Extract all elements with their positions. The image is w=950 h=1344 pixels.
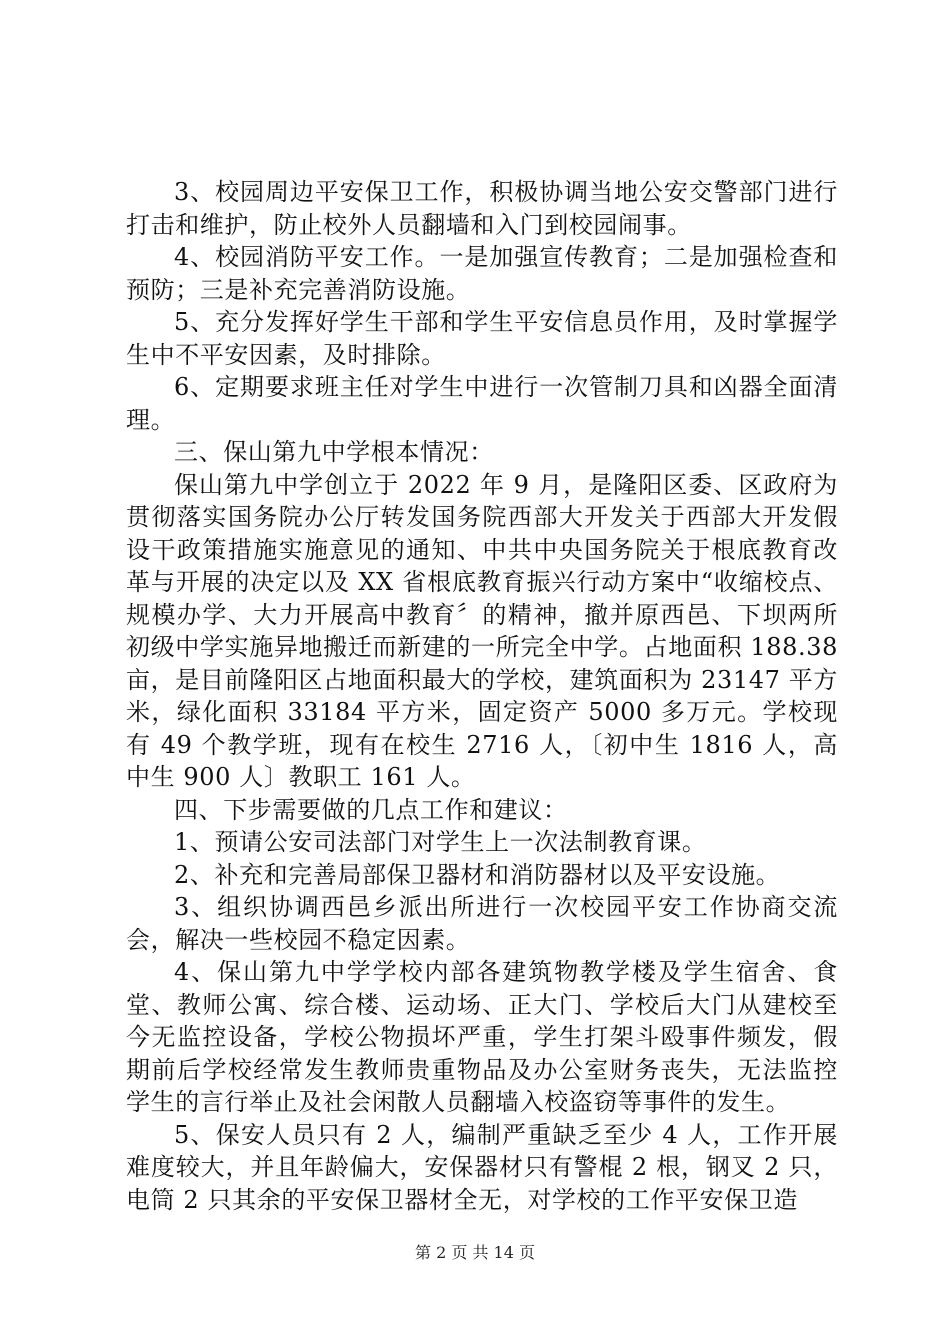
paragraph-student-cadres: 5、充分发挥好学生干部和学生平安信息员作用，及时掌握学生中不平安因素，及时排除。 bbox=[126, 308, 838, 369]
page-number-footer: 第 2 页 共 14 页 bbox=[415, 1243, 535, 1262]
document-body bbox=[126, 176, 838, 1216]
paragraph-school-overview: 保山第九中学创立于 2022 年 9 月，是隆阳区委、区政府为贯彻落实国务院办公厅转发国务院西部大开发关于西部大开发假设干政策措施实施意见的通知、中共中央国务院关于根底教育改革与开展的决定以及 XX 省根底教育振兴行动方案中“收缩校点、规模办学、大力开展高中教育〞的精神，撤并原西邑、下坝两所初级中学实施异地搬迁而新建的一所完全中学。占地面积 188.38 亩，是目前隆阳区占地面积最大的学校，建筑面积为 23147 平方米，绿化面积 33184 平方米，固定资产 5000 多万元。学校现有 49 个教学班，现有在校生 2716 人，〔初中生 1816 人，高中生 900 人〕教职工 161 人。 bbox=[126, 470, 838, 791]
section-heading-school-overview: 三、保山第九中学根本情况： bbox=[174, 438, 494, 466]
paragraph-fire-safety: 4、校园消防平安工作。一是加强宣传教育；二是加强检查和预防；三是补充完善消防设施。 bbox=[126, 243, 838, 304]
paragraph-legal-education: 1、预请公安司法部门对学生上一次法制教育课。 bbox=[174, 828, 707, 856]
paragraph-police-coordination: 3、组织协调西邑乡派出所进行一次校园平安工作协商交流会，解决一些校园不稳定因素。 bbox=[126, 893, 838, 954]
paragraph-equipment: 2、补充和完善局部保卫器材和消防器材以及平安设施。 bbox=[174, 860, 781, 889]
paragraph-surveillance: 4、保山第九中学学校内部各建筑物教学楼及学生宿舍、食堂、教师公寓、综合楼、运动场、正大门、学校后大门从建校至今无监控设备，学校公物损坏严重，学生打架斗殴事件频发，假期前后学校经常发生教师贵重物品及办公室财务丧失，无法监控学生的言行举止及社会闲散人员翻墙入校盗窃等事件的发生。 bbox=[126, 958, 838, 1116]
paragraph-surrounding-security: 3、校园周边平安保卫工作，积极协调当地公安交警部门进行打击和维护，防止校外人员翻墙和入门到校园闹事。 bbox=[126, 178, 838, 239]
paragraph-weapon-inspection: 6、定期要求班主任对学生中进行一次管制刀具和凶器全面清理。 bbox=[126, 373, 838, 434]
paragraph-security-staff: 5、保安人员只有 2 人，编制严重缺乏至少 4 人，工作开展难度较大，并且年龄偏大，安保器材只有警棍 2 根，钢叉 2 只，电筒 2 只其余的平安保卫器材全无，对学校的工作平安保卫造 bbox=[126, 1120, 838, 1214]
section-heading-next-steps: 四、下步需要做的几点工作和建议： bbox=[174, 795, 568, 824]
